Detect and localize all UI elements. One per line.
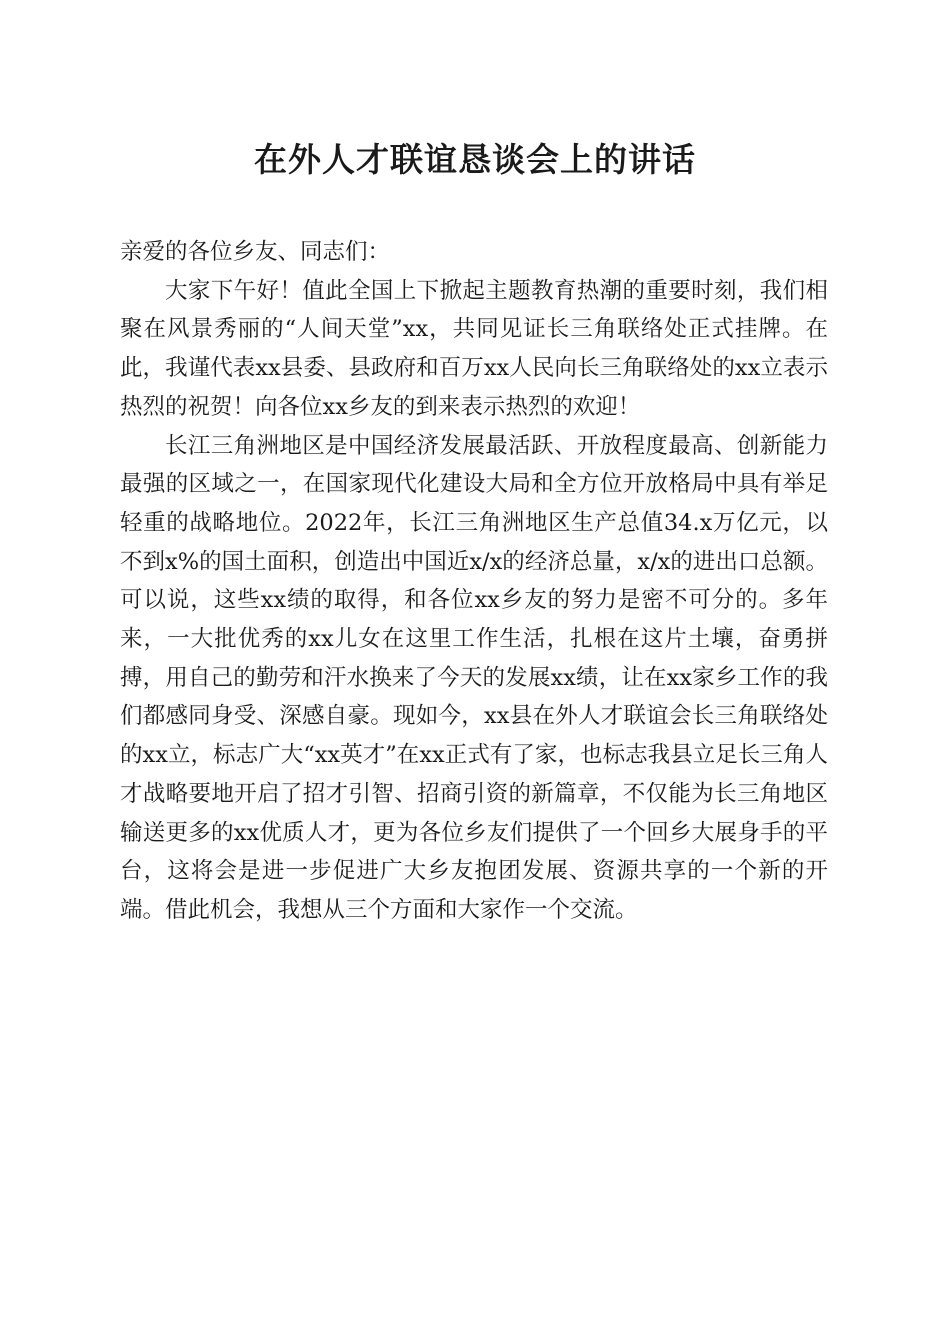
paragraph-greeting: 大家下午好！值此全国上下掀起主题教育热潮的重要时刻，我们相聚在风景秀丽的“人间天堂”xx，共同见证长三角联络处正式挂牌。在此，我谨代表xx县委、县政府和百万xx人民向长三角联络处的xx立表示热烈的祝贺！向各位xx乡友的到来表示热烈的欢迎！ [120,277,828,420]
document-body [120,233,828,930]
salutation: 亲爱的各位乡友、同志们： [120,239,391,265]
document-title: 在外人才联谊恳谈会上的讲话 [254,140,696,179]
paragraph-yangtze-delta: 长江三角洲地区是中国经济发展最活跃、开放程度最高、创新能力最强的区域之一，在国家现代化建设大局和全方位开放格局中具有举足轻重的战略地位。2022年，长江三角洲地区生产总值34.x万亿元，以不到x%的国土面积，创造出中国近x/x的经济总量，x/x的进出口总额。可以说，这些xx绩的取得，和各位xx乡友的努力是密不可分的。多年来，一大批优秀的xx儿女在这里工作生活，扎根在这片土壤，奋勇拼搏，用自己的勤劳和汗水换来了今天的发展xx绩，让在xx家乡工作的我们都感同身受、深感自豪。现如今，xx县在外人才联谊会长三角联络处的xx立，标志广大“xx英才”在xx正式有了家，也标志我县立足长三角人才战略要地开启了招才引智、招商引资的新篇章，不仅能为长三角地区输送更多的xx优质人才，更为各位乡友们提供了一个回乡大展身手的平台，这将会是进一步促进广大乡友抱团发展、资源共享的一个新的开端。借此机会，我想从三个方面和大家作一个交流。 [120,432,828,923]
